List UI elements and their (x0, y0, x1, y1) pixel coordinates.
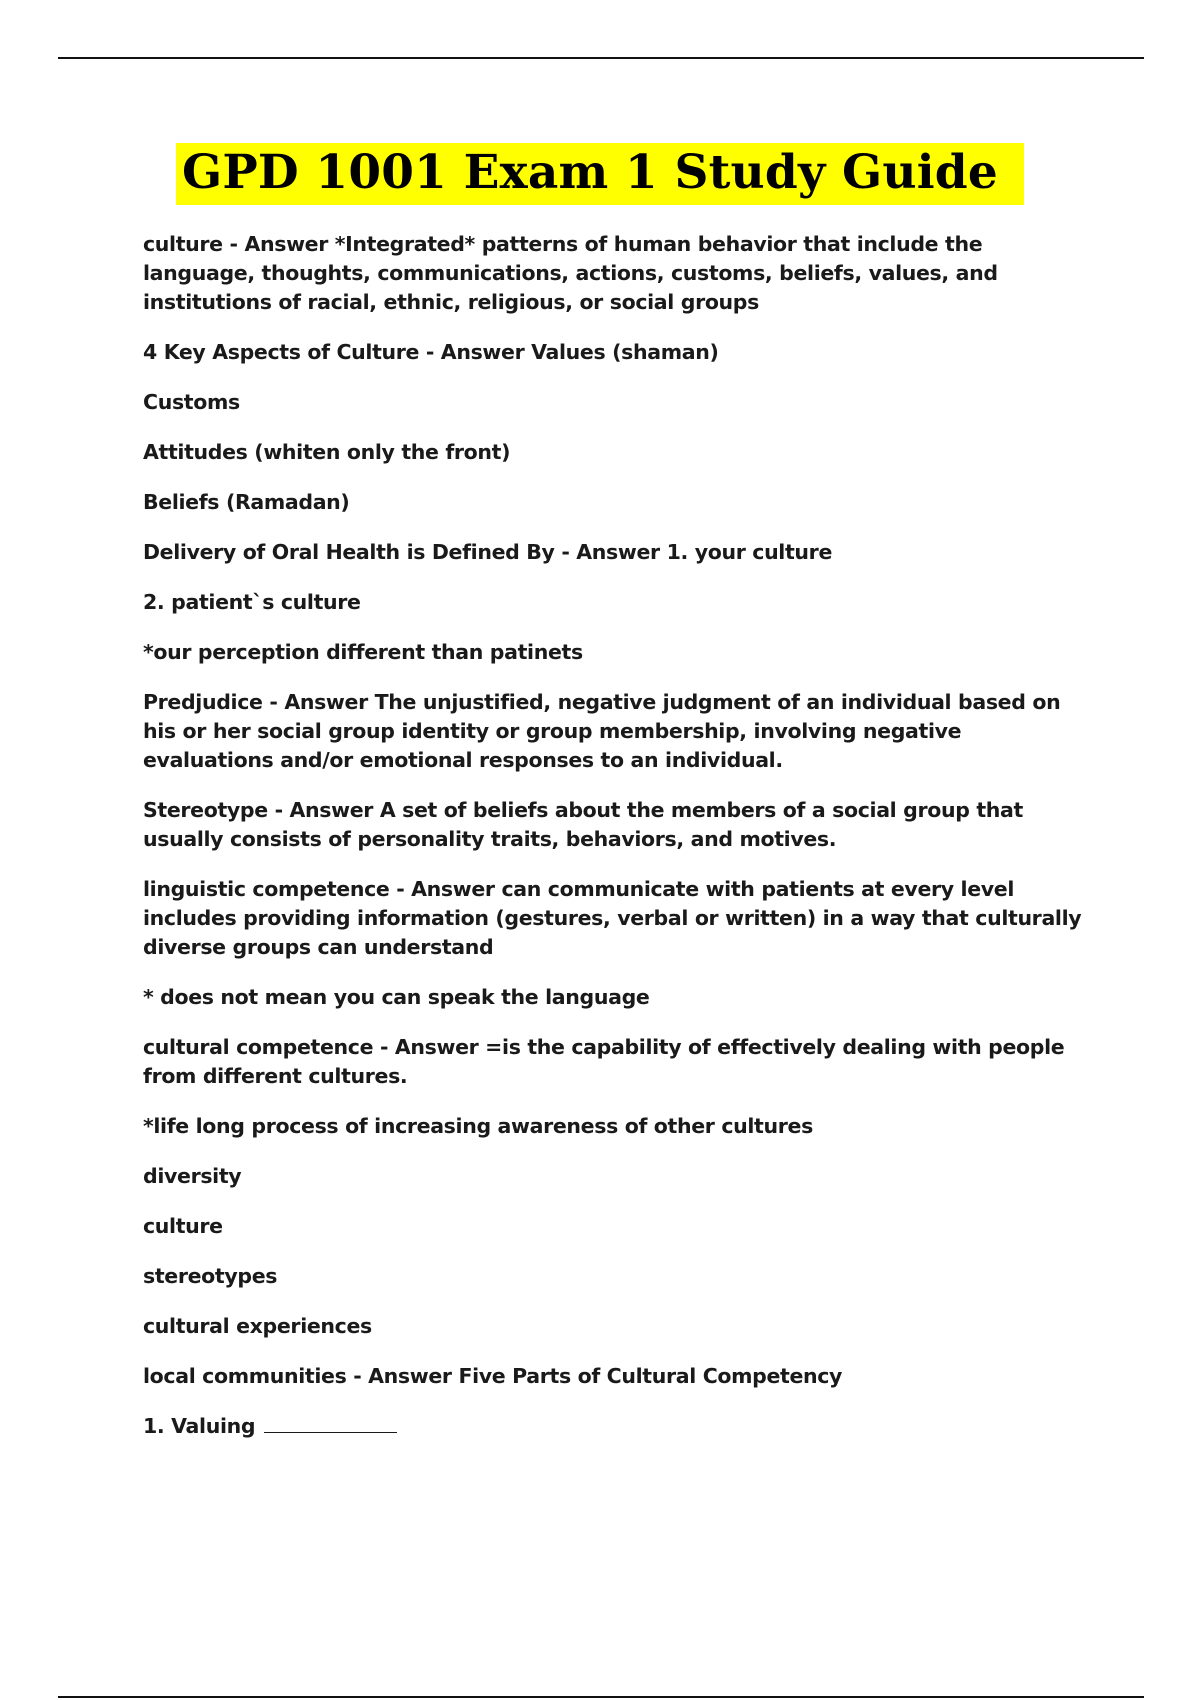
top-rule (58, 57, 1144, 59)
paragraph-culture: culture (143, 1214, 223, 1238)
paragraph-cultural-competence: cultural competence - Answer =is the capability of effectively dealing with people from different cultures. (143, 1035, 1065, 1088)
paragraph-perception-note: *our perception different than patinets (143, 640, 583, 664)
paragraph-patient-culture: 2. patient`s culture (143, 590, 361, 614)
paragraph-stereotypes: stereotypes (143, 1264, 278, 1288)
paragraph-beliefs: Beliefs (Ramadan) (143, 490, 350, 514)
paragraph-customs: Customs (143, 390, 240, 414)
paragraph-culture-definition: culture - Answer *Integrated* patterns of human behavior that include the language, thoughts, communications, actions, customs, beliefs, values, and institutions of racial, ethnic, religious, or social groups (143, 232, 998, 314)
paragraph-lifelong-process: *life long process of increasing awareness of other cultures (143, 1114, 813, 1138)
paragraph-key-aspects: 4 Key Aspects of Culture - Answer Values (shaman) (143, 340, 719, 364)
paragraph-linguistic-competence: linguistic competence - Answer can communicate with patients at every level includes providing information (gestures, verbal or written) in a way that culturally diverse groups can understand (143, 877, 1082, 959)
paragraph-cultural-experiences: cultural experiences (143, 1314, 372, 1338)
paragraph-stereotype: Stereotype - Answer A set of beliefs about the members of a social group that usually consists of personality traits, behaviors, and motives. (143, 798, 1023, 851)
page-title: GPD 1001 Exam 1 Study Guide (176, 143, 1024, 205)
paragraph-language-note: * does not mean you can speak the language (143, 985, 650, 1009)
study-guide-body (143, 230, 1083, 1462)
valuing-label: 1. Valuing (143, 1414, 256, 1438)
fill-in-blank-line (264, 1412, 397, 1433)
paragraph-prejudice: Predjudice - Answer The unjustified, negative judgment of an individual based on his or her social group identity or group membership, involving negative evaluations and/or emotional responses to an individual. (143, 690, 1061, 772)
paragraph-local-communities: local communities - Answer Five Parts of Cultural Competency (143, 1364, 843, 1388)
paragraph-diversity: diversity (143, 1164, 242, 1188)
title-block (0, 143, 1200, 205)
paragraph-valuing (143, 1412, 1083, 1441)
bottom-rule (58, 1696, 1144, 1698)
paragraph-attitudes: Attitudes (whiten only the front) (143, 440, 511, 464)
paragraph-oral-health-delivery: Delivery of Oral Health is Defined By - Answer 1. your culture (143, 540, 832, 564)
